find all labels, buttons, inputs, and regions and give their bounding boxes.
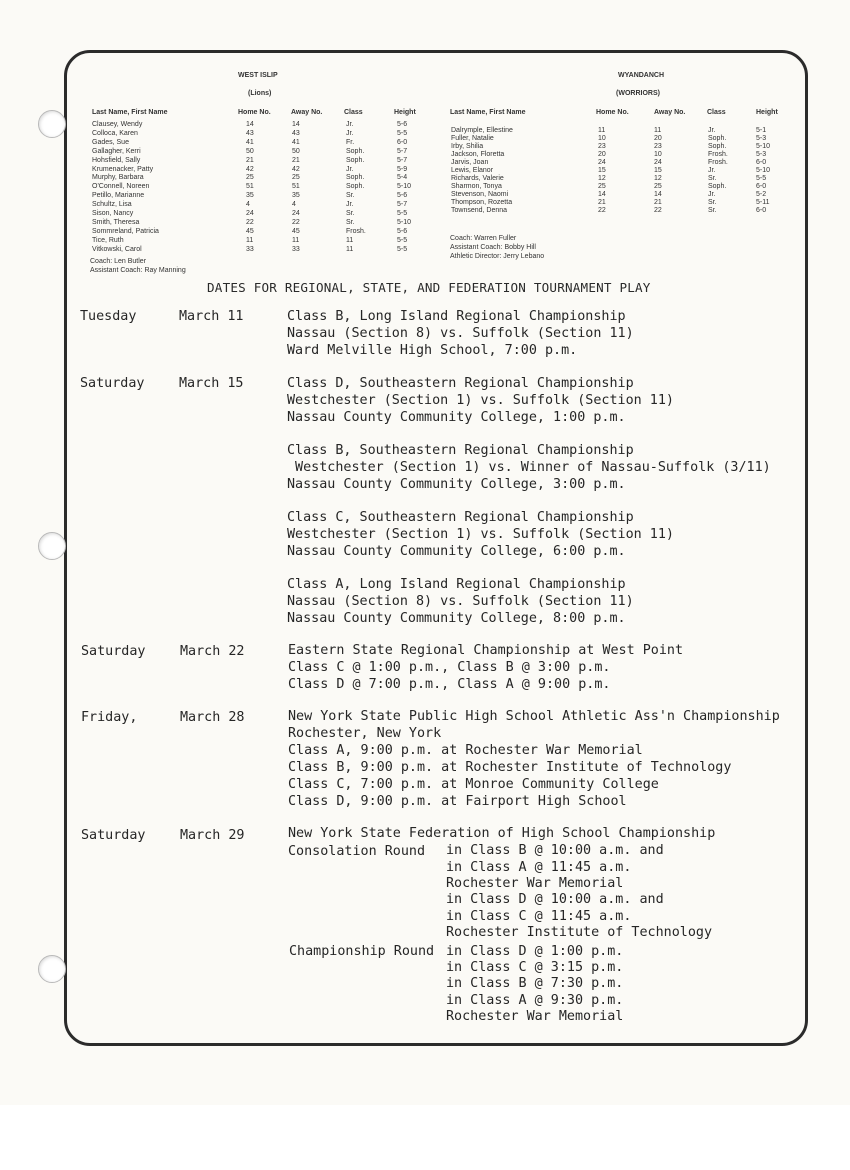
player-height: 5-6	[397, 227, 408, 235]
player-class: Sr.	[708, 175, 717, 182]
player-class: Jr.	[346, 121, 354, 128]
player-name: O'Connell, Noreen	[92, 183, 150, 191]
player-height: 5-4	[397, 174, 408, 182]
player-class: Sr.	[708, 199, 717, 206]
event-title: New York State Federation of High School Championship	[288, 826, 716, 841]
player-height: 5-3	[756, 135, 767, 142]
home-number: 21	[598, 199, 606, 206]
round-label: Consolation Round	[288, 844, 426, 859]
binder-hole-bottom	[38, 955, 66, 983]
player-class: Frosh.	[346, 227, 366, 235]
round-line: in Class D @ 1:00 p.m.	[446, 944, 624, 959]
player-height: 5-10	[397, 218, 412, 226]
player-class: Soph.	[346, 183, 365, 191]
player-height: 5-6	[397, 192, 408, 200]
header-home-no: Home No.	[238, 109, 271, 116]
player-height: 5-7	[397, 156, 408, 164]
player-name: Smith, Theresa	[92, 218, 140, 226]
player-name: Townsend, Denna	[451, 207, 508, 214]
event-line: Nassau (Section 8) vs. Suffolk (Section 11)	[287, 594, 634, 609]
player-class: Soph.	[708, 183, 727, 190]
player-height: 5-9	[397, 165, 408, 173]
header-height: Height	[756, 109, 778, 116]
player-height: 5-1	[756, 127, 767, 134]
away-number: 21	[292, 156, 300, 164]
wyandanch-roster	[448, 70, 798, 270]
player-class: 11	[346, 245, 354, 253]
event-line: Class C @ 1:00 p.m., Class B @ 3:00 p.m.	[288, 660, 611, 675]
round-line: in Class A @ 11:45 a.m.	[446, 860, 632, 875]
home-number: 12	[598, 175, 606, 182]
player-name: Richards, Valerie	[451, 175, 504, 182]
away-number: 10	[654, 151, 662, 158]
header-class: Class	[707, 109, 726, 116]
away-number: 33	[292, 245, 300, 253]
header-away-no: Away No.	[654, 109, 686, 116]
home-number: 11	[598, 127, 606, 134]
header-home-no: Home No.	[596, 109, 629, 116]
player-height: 5-7	[397, 201, 408, 209]
show-through-text: ​	[454, 62, 456, 87]
event-line: Rochester, New York	[288, 726, 442, 741]
away-number: 41	[292, 138, 300, 146]
west-islip-roster	[88, 70, 438, 280]
event-line: Class B, Long Island Regional Championship	[287, 309, 626, 324]
player-height: 5-6	[397, 121, 408, 128]
event-line: Nassau County Community College, 3:00 p.m.	[287, 477, 626, 492]
away-number: 25	[654, 183, 662, 190]
away-number: 43	[292, 129, 300, 137]
assistant-coach: Assistant Coach: Bobby Hill	[450, 244, 536, 251]
player-class: Jr.	[708, 167, 716, 174]
player-height: 5-10	[397, 183, 412, 191]
away-number: 15	[654, 167, 662, 174]
player-name: Tice, Ruth	[92, 236, 124, 244]
round-line: Rochester War Memorial	[446, 1009, 624, 1024]
home-number: 51	[246, 183, 254, 191]
player-height: 5-2	[756, 191, 767, 198]
player-height: 6-0	[756, 207, 767, 214]
player-height: 5-10	[756, 143, 771, 150]
away-number: 24	[292, 210, 300, 217]
away-number: 11	[654, 127, 662, 134]
assistant-coach: Assistant Coach: Ray Manning	[90, 267, 186, 274]
away-number: 11	[292, 236, 300, 244]
player-class: Frosh.	[708, 159, 728, 166]
away-number: 22	[654, 207, 662, 214]
player-name: Schultz, Lisa	[92, 201, 132, 209]
player-class: Jr.	[708, 127, 716, 134]
binder-hole-top	[38, 110, 66, 138]
player-height: 5-5	[397, 245, 408, 253]
event-line: Class A, Long Island Regional Championship	[287, 577, 626, 592]
home-number: 43	[246, 129, 254, 137]
player-class: Sr.	[346, 218, 355, 226]
player-name: Fuller, Natalie	[451, 135, 494, 142]
home-number: 24	[246, 210, 254, 217]
player-name: Sison, Nancy	[92, 210, 134, 217]
home-number: 25	[598, 183, 606, 190]
player-name: Gallagher, Kerri	[92, 147, 141, 155]
home-number: 4	[246, 201, 250, 209]
date-label: March 29	[180, 828, 245, 843]
player-class: Sr.	[346, 210, 355, 217]
player-height: 5-5	[397, 129, 408, 137]
date-label: March 11	[179, 309, 244, 324]
away-number: 51	[292, 183, 300, 191]
coach: Coach: Warren Fuller	[450, 235, 517, 242]
away-number: 35	[292, 192, 300, 200]
away-number: 14	[654, 191, 662, 198]
player-name: Irby, Shilia	[451, 143, 484, 150]
home-number: 42	[246, 165, 254, 173]
away-number: 45	[292, 227, 300, 235]
player-height: 5-11	[756, 199, 770, 206]
player-class: Soph.	[346, 156, 365, 164]
player-class: Soph.	[346, 147, 365, 155]
away-number: 4	[292, 201, 296, 209]
player-name: Thompson, Rozetta	[451, 199, 513, 206]
player-name: Colloca, Karen	[92, 129, 138, 137]
home-number: 15	[598, 167, 606, 174]
player-name: Jarvis, Joan	[451, 159, 489, 166]
round-line: in Class A @ 9:30 p.m.	[446, 993, 624, 1008]
player-class: Soph.	[346, 174, 365, 182]
home-number: 24	[598, 159, 606, 166]
away-number: 12	[654, 175, 662, 182]
player-height: 5-7	[397, 147, 408, 155]
player-name: Hohsfield, Sally	[92, 156, 141, 164]
away-number: 21	[654, 199, 662, 206]
round-line: Rochester War Memorial	[446, 876, 624, 891]
player-name: Sommreland, Patricia	[92, 227, 159, 235]
event-line: Westchester (Section 1) vs. Winner of Nassau-Suffolk (3/11)	[287, 460, 771, 475]
event-line: Nassau County Community College, 1:00 p.m.	[287, 410, 626, 425]
event-line: Class D, Southeastern Regional Championship	[287, 376, 634, 391]
header-class: Class	[344, 109, 363, 116]
home-number: 50	[246, 147, 254, 155]
away-number: 42	[292, 165, 300, 173]
player-name: Petillo, Marianne	[92, 192, 145, 200]
player-name: Sharmon, Tonya	[451, 183, 502, 190]
player-class: Soph.	[708, 135, 727, 142]
event-line: Class D, 9:00 p.m. at Fairport High School	[288, 794, 627, 809]
player-class: Jr.	[346, 201, 354, 209]
round-line: in Class D @ 10:00 a.m. and	[446, 892, 664, 907]
team-nickname: (Lions)	[248, 90, 272, 97]
away-number: 50	[292, 147, 300, 155]
header-height: Height	[394, 109, 416, 116]
home-number: 33	[246, 245, 254, 253]
event-line: New York State Public High School Athletic Ass'n Championship	[288, 709, 780, 724]
date-label: March 15	[179, 376, 244, 391]
player-height: 5-10	[756, 167, 771, 174]
header-name: Last Name, First Name	[92, 109, 168, 116]
player-name: Jackson, Floretta	[451, 151, 505, 158]
player-height: 6-0	[756, 183, 767, 190]
event-line: Class C, Southeastern Regional Championship	[287, 510, 634, 525]
round-label: Championship Round	[289, 944, 435, 959]
home-number: 22	[246, 218, 254, 226]
home-number: 21	[246, 156, 254, 164]
event-line: Class B, Southeastern Regional Championship	[287, 443, 634, 458]
player-class: 11	[346, 236, 354, 244]
event-line: Nassau County Community College, 8:00 p.m.	[287, 611, 626, 626]
event-line: Class D @ 7:00 p.m., Class A @ 9:00 p.m.	[288, 677, 611, 692]
player-height: 5-3	[756, 151, 767, 158]
player-height: 5-5	[397, 236, 408, 244]
player-name: Clausey, Wendy	[92, 121, 143, 128]
team-title: WYANDANCH	[618, 72, 665, 79]
player-name: Stevenson, Naomi	[451, 191, 509, 198]
player-class: Jr.	[708, 191, 716, 198]
round-line: in Class C @ 11:45 a.m.	[446, 909, 632, 924]
event-line: Nassau (Section 8) vs. Suffolk (Section 11)	[287, 326, 634, 341]
player-height: 5-5	[756, 175, 767, 182]
date-label: March 28	[180, 710, 245, 725]
round-line: in Class C @ 3:15 p.m.	[446, 960, 624, 975]
away-number: 20	[654, 135, 662, 142]
player-name: Vitkowski, Carol	[92, 245, 142, 253]
player-class: Sr.	[708, 207, 717, 214]
away-number: 24	[654, 159, 662, 166]
away-number: 23	[654, 143, 662, 150]
header-away-no: Away No.	[291, 109, 323, 116]
home-number: 20	[598, 151, 606, 158]
day-label: Saturday	[81, 828, 146, 843]
player-name: Gades, Sue	[92, 138, 129, 146]
player-class: Jr.	[346, 129, 354, 137]
away-number: 14	[292, 121, 300, 128]
player-class: Soph.	[708, 143, 727, 150]
player-name: Dalrymple, Ellestine	[451, 127, 513, 134]
event-line: Nassau County Community College, 6:00 p.m.	[287, 544, 626, 559]
player-name: Krumenacker, Patty	[92, 165, 154, 173]
round-line: Rochester Institute of Technology	[446, 925, 713, 940]
event-line: Class C, 7:00 p.m. at Monroe Community College	[288, 777, 659, 792]
event-line: Westchester (Section 1) vs. Suffolk (Section 11)	[287, 393, 674, 408]
round-line: in Class B @ 7:30 p.m.	[446, 976, 624, 991]
scan-margin	[0, 1105, 850, 1170]
player-height: 5-5	[397, 210, 408, 217]
day-label: Tuesday	[80, 309, 137, 324]
coach: Coach: Len Butler	[90, 258, 147, 265]
team-nickname: (WORRIORS)	[616, 90, 660, 97]
home-number: 22	[598, 207, 606, 214]
home-number: 14	[246, 121, 254, 128]
player-height: 6-0	[756, 159, 767, 166]
day-label: Friday,	[81, 710, 138, 725]
date-label: March 22	[180, 644, 245, 659]
event-line: Ward Melville High School, 7:00 p.m.	[287, 343, 578, 358]
player-name: Murphy, Barbara	[92, 174, 144, 182]
day-label: Saturday	[81, 644, 146, 659]
home-number: 25	[246, 174, 254, 182]
day-label: Saturday	[80, 376, 145, 391]
home-number: 11	[246, 236, 254, 244]
home-number: 41	[246, 138, 254, 146]
player-class: Fr.	[346, 138, 355, 146]
home-number: 10	[598, 135, 606, 142]
schedule-heading: DATES FOR REGIONAL, STATE, AND FEDERATION TOURNAMENT PLAY	[207, 280, 651, 295]
player-height: 6-0	[397, 138, 408, 146]
event-line: Eastern State Regional Championship at West Point	[288, 643, 684, 658]
away-number: 25	[292, 174, 300, 182]
event-line: Class B, 9:00 p.m. at Rochester Institute of Technology	[288, 760, 732, 775]
team-title: WEST ISLIP	[238, 72, 278, 79]
away-number: 22	[292, 218, 300, 226]
header-name: Last Name, First Name	[450, 109, 526, 116]
event-line: Class A, 9:00 p.m. at Rochester War Memorial	[288, 743, 643, 758]
event-line: Westchester (Section 1) vs. Suffolk (Section 11)	[287, 527, 674, 542]
binder-hole-middle	[38, 532, 66, 560]
player-class: Frosh.	[708, 151, 728, 158]
player-class: Jr.	[346, 165, 354, 173]
home-number: 14	[598, 191, 606, 198]
player-class: Sr.	[346, 192, 355, 200]
round-line: in Class B @ 10:00 a.m. and	[446, 843, 664, 858]
player-name: Lewis, Elanor	[451, 167, 494, 174]
home-number: 45	[246, 227, 254, 235]
home-number: 35	[246, 192, 254, 200]
home-number: 23	[598, 143, 606, 150]
athletic-director: Athletic Director: Jerry Lebano	[450, 253, 545, 260]
